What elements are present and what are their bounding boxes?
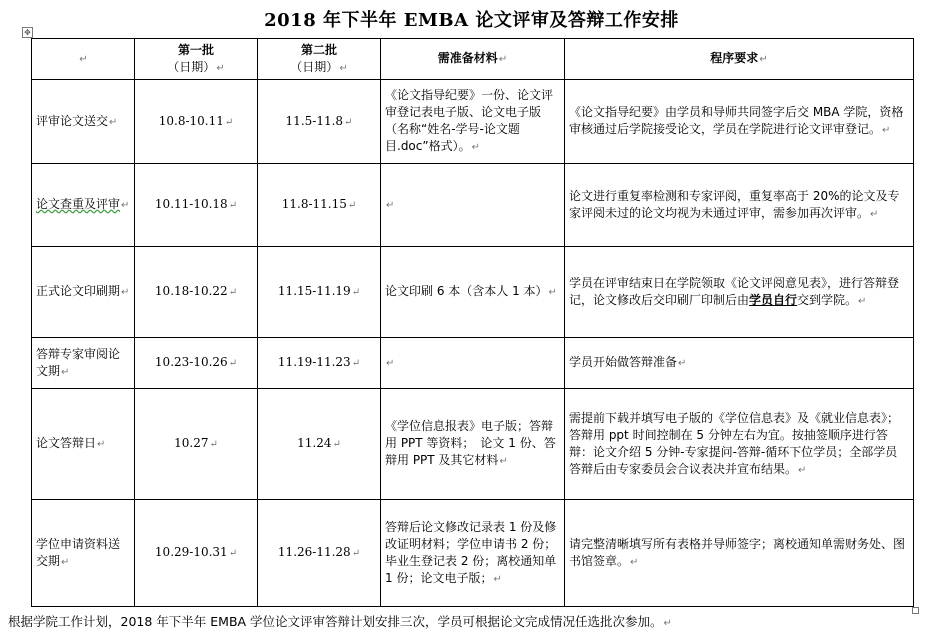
table-row	[32, 164, 914, 247]
table-row	[32, 80, 914, 164]
row-batch2-date: 11.19-11.23↵	[258, 338, 381, 389]
row-requirements: 请完整清晰填写所有表格并导师签字；离校通知单需财务处、图书馆签章。↵	[565, 500, 914, 607]
row-materials: ↵	[381, 164, 565, 247]
row-materials: 论文印刷 6 本（含本人 1 本）↵	[381, 247, 565, 338]
page-title: 2018 年下半年 EMBA 论文评审及答辩工作安排	[264, 10, 679, 31]
table-row	[32, 247, 914, 338]
schedule-table	[31, 38, 914, 607]
row-batch1-date: 10.23-10.26↵	[135, 338, 258, 389]
header-materials: 需准备材料↵	[381, 39, 565, 80]
table-row	[32, 338, 914, 389]
header-requirements: 程序要求↵	[565, 39, 914, 80]
row-stage: 正式论文印刷期↵	[32, 247, 135, 338]
footer-note: 根据学院工作计划，2018 年下半年 EMBA 学位论文评审答辩计划安排三次，学员可根据论文完成情况任选批次参加。↵	[8, 614, 672, 629]
header-batch1: 第一批 （日期）↵	[135, 39, 258, 80]
row-materials: 答辩后论文修改记录表 1 份及修改证明材料；学位申请书 2 份；毕业生登记表 2 份；离校通知单 1 份；论文电子版；↵	[381, 500, 565, 607]
row-batch1-date: 10.18-10.22↵	[135, 247, 258, 338]
row-requirements: 学员开始做答辩准备↵	[565, 338, 914, 389]
row-batch1-date: 10.8-10.11↵	[135, 80, 258, 164]
table-move-handle-icon[interactable]: ✥	[22, 27, 33, 38]
table-resize-handle[interactable]	[912, 607, 919, 614]
row-batch2-date: 11.15-11.19↵	[258, 247, 381, 338]
row-requirements: 学员在评审结束日在学院领取《论文评阅意见表》，进行答辩登记，论文修改后交印刷厂印制后由学员自行交到学院。↵	[565, 247, 914, 338]
row-requirements: 需提前下载并填写电子版的《学位信息表》及《就业信息表》；答辩用 ppt 时间控制在 5 分钟左右为宜。按抽签顺序进行答辩：论文介绍 5 分钟-专家提问-答辩-循环下位学员；全部学员答辩后由专家委员会合议表决并宣布结果。↵	[565, 389, 914, 500]
table-header-row	[32, 39, 914, 80]
row-batch1-date: 10.11-10.18↵	[135, 164, 258, 247]
row-stage: 评审论文送交↵	[32, 80, 135, 164]
row-batch2-date: 11.26-11.28↵	[258, 500, 381, 607]
row-materials: 《论文指导纪要》一份、论文评审登记表电子版、论文电子版（名称“姓名-学号-论文题目.doc”格式）。↵	[381, 80, 565, 164]
row-stage: 学位申请资料送交期↵	[32, 500, 135, 607]
row-batch1-date: 10.27↵	[135, 389, 258, 500]
row-batch2-date: 11.24↵	[258, 389, 381, 500]
row-stage: 论文答辩日↵	[32, 389, 135, 500]
row-batch2-date: 11.8-11.15↵	[258, 164, 381, 247]
row-requirements: 论文进行重复率检测和专家评阅，重复率高于 20%的论文及专家评阅未过的论文均视为未通过评审，需参加再次评审。↵	[565, 164, 914, 247]
row-stage: 答辩专家审阅论文期↵	[32, 338, 135, 389]
table-row	[32, 500, 914, 607]
header-stage: ↵	[32, 39, 135, 80]
table-row	[32, 389, 914, 500]
row-materials: 《学位信息报表》电子版；答辩用 PPT 等资料； 论文 1 份、答辩用 PPT 及其它材料↵	[381, 389, 565, 500]
row-stage: 论文查重及评审↵	[32, 164, 135, 247]
row-batch1-date: 10.29-10.31↵	[135, 500, 258, 607]
row-requirements: 《论文指导纪要》由学员和导师共同签字后交 MBA 学院，资格审核通过后学院接受论文，学员在学院进行论文评审登记。↵	[565, 80, 914, 164]
row-batch2-date: 11.5-11.8↵	[258, 80, 381, 164]
self-delivery-emphasis: 学员自行	[749, 292, 798, 307]
row-materials: ↵	[381, 338, 565, 389]
header-batch2: 第二批 （日期）↵	[258, 39, 381, 80]
